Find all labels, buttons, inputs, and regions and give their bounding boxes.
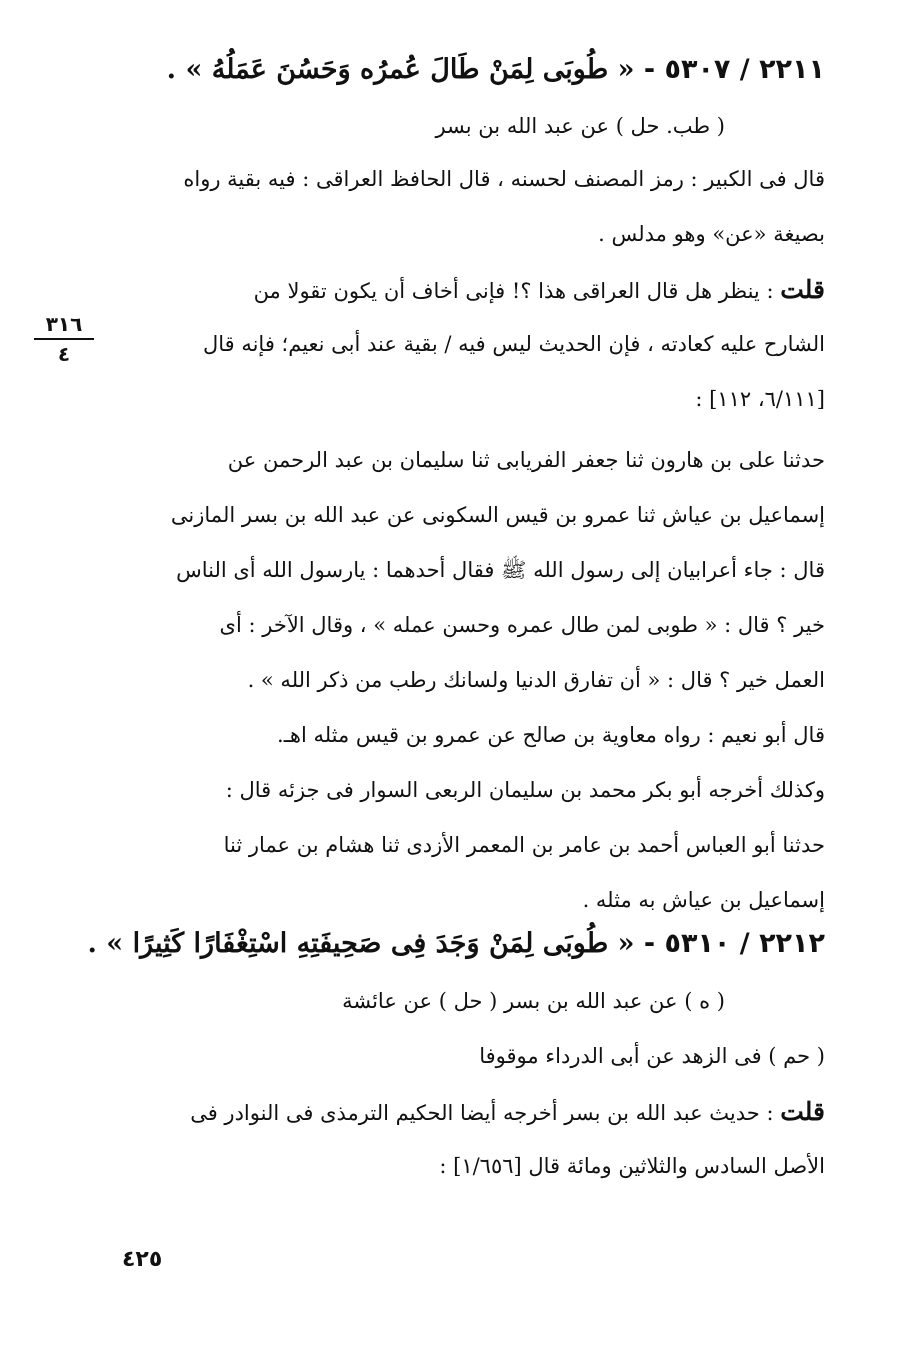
abu-nuaym-line: قال أبو نعيم : رواه معاوية بن صالح عن عمرو بن قيس مثله اهـ. (277, 723, 825, 747)
hadith-source: ( ه ) عن عبد الله بن بسر ( حل ) عن عائشة (342, 989, 725, 1013)
qult-label: قلت (780, 1097, 825, 1126)
qult-line: الأصل السادس والثلاثين ومائة قال [١/٦٥٦] : (439, 1154, 825, 1178)
hadith-source: ( طب. حل ) عن عبد الله بن بسر (435, 114, 725, 138)
margin-page-reference (34, 312, 94, 366)
qult-line: [٦/١١١، ١١٢] : (695, 387, 825, 411)
hadith-number: ٢٢١٢ / ٥٣١٠ - (643, 928, 825, 959)
haddathana-line: إسماعيل بن عياش به مثله . (582, 888, 825, 912)
hadith-source: ( حم ) فى الزهد عن أبى الدرداء موقوفا (479, 1044, 825, 1068)
isnad-block (115, 433, 825, 928)
hadith-heading (87, 914, 825, 974)
qult-line: الشارح عليه كعادته ، فإن الحديث ليس فيه / بقية عند أبى نعيم؛ فإنه قال (202, 332, 825, 356)
isnad-line: إسماعيل بن عياش ثنا عمرو بن قيس السكونى عن عبد الله بن بسر المازنى (170, 503, 825, 527)
qult-label: قلت (780, 275, 825, 304)
qult-line (115, 262, 825, 317)
hadith-text: « طُوبَى لِمَنْ طَالَ عُمرُه وَحَسُنَ عَمَلُهُ » . (166, 54, 635, 85)
qult-text: : حديث عبد الله بن بسر أخرجه أيضا الحكيم الترمذى فى النوادر فى (190, 1101, 774, 1125)
isnad-line: خير ؟ قال : « طوبى لمن طال عمره وحسن عمله » ، وقال الآخر : أى (219, 613, 825, 637)
page-number: ٤٢٥ (122, 1247, 163, 1272)
commentary-line: بصيغة «عن» وهو مدلس . (598, 222, 825, 246)
qult-line (115, 1084, 825, 1139)
qult-text: : ينظر هل قال العراقى هذا ؟! فإنى أخاف أن يكون تقولا من (253, 279, 774, 303)
isnad-line: قال : جاء أعرابيان إلى رسول الله ﷺ فقال أحدهما : يارسول الله أى الناس (176, 558, 825, 582)
isnad-line: حدثنا على بن هارون ثنا جعفر الفريابى ثنا سليمان بن عبد الرحمن عن (227, 448, 825, 472)
margin-ref-part: ٤ (57, 342, 71, 366)
hadith-text: « طُوبَى لِمَنْ وَجَدَ فِى صَحِيفَتِهِ اسْتِغْفَارًا كَثِيرًا » . (87, 928, 635, 959)
kadhalik-line: وكذلك أخرجه أبو بكر محمد بن سليمان الربعى السوار فى جزئه قال : (225, 778, 825, 802)
hadith-heading (115, 40, 825, 100)
hadith-entry-2212 (87, 914, 825, 1194)
commentary-line: قال فى الكبير : رمز المصنف لحسنه ، قال الحافظ العراقى : فيه بقية رواه (183, 167, 825, 191)
hadith-number: ٢٢١١ / ٥٣٠٧ - (643, 54, 825, 85)
margin-ref-volume-page: ٣١٦ (34, 312, 94, 340)
isnad-line: العمل خير ؟ قال : « أن تفارق الدنيا ولسانك رطب من ذكر الله » . (247, 668, 825, 692)
haddathana-line: حدثنا أبو العباس أحمد بن عامر بن المعمر الأزدى ثنا هشام بن عمار ثنا (223, 833, 825, 857)
hadith-entry-2211 (115, 40, 825, 427)
